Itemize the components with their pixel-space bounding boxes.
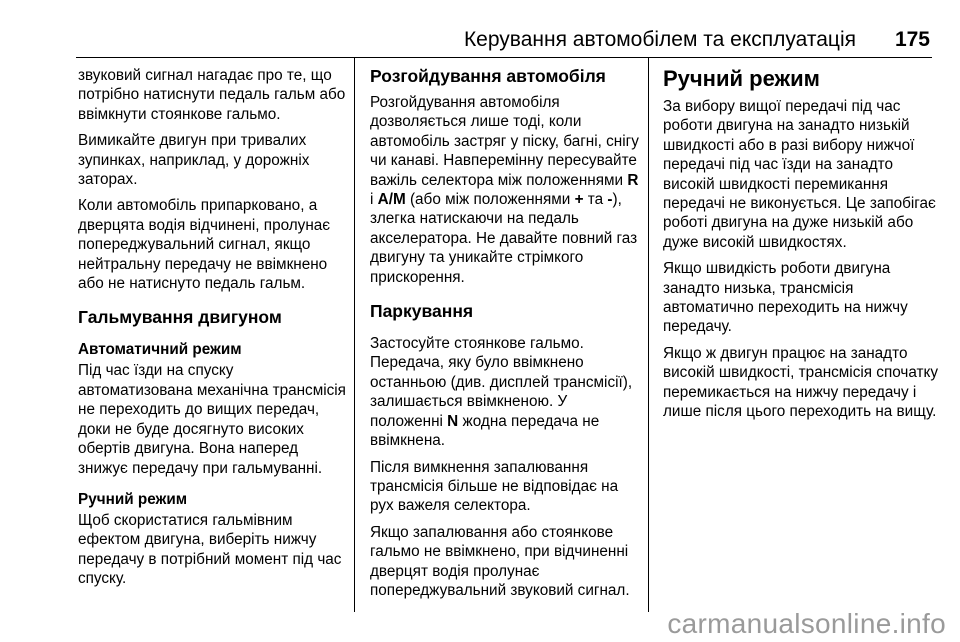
paragraph: Якщо запалювання або стоянкове гальмо не ввімкнено, при відчиненні дверцят водія пролунає попереджувальний звуковий сигнал. bbox=[370, 523, 630, 599]
selector-symbol-plus: + bbox=[574, 191, 584, 209]
selector-symbol-n: N bbox=[447, 412, 459, 430]
page-number: 175 bbox=[894, 28, 930, 51]
paragraph: Під час їзди на спуску автоматизована механічна трансмісія не переходить до вищих передач, доки не буде досягнуто високих обертів двигуна. Вона наперед знижує передачу при гальмуванні. bbox=[78, 362, 346, 477]
paragraph: Якщо ж двигун працює на занадто високій швидкості, трансмісія спочатку перемикається на нижчу передачу і лише після цього переходить на вищу. bbox=[663, 344, 939, 421]
column-divider bbox=[648, 58, 649, 612]
paragraph: Після вимкнення запалювання трансмісія більше не відповідає на рух важеля селектора. bbox=[370, 458, 619, 515]
paragraph: Вимикайте двигун при тривалих зупинках, наприклад, у дорожніх заторах. bbox=[78, 132, 310, 189]
paragraph: звуковий сигнал нагадає про те, що потрібно натиснути педаль гальм або ввімкнути стоянкове гальмо. bbox=[78, 67, 346, 123]
section-heading-engine-braking: Гальмування двигуном bbox=[78, 307, 282, 328]
section-heading-parking: Паркування bbox=[370, 301, 474, 322]
selector-symbol-r: R bbox=[627, 171, 639, 189]
text-run: Розгойдування автомобіля дозволяється лише тоді, коли автомобіль застряг у піску, багні, снігу чи канаві. Навперемінну пересувайте важіль селектора між положеннями bbox=[370, 94, 639, 189]
section-heading-manual-mode: Ручний режим bbox=[663, 66, 820, 91]
paragraph: Щоб скористатися гальмівним ефектом двигуна, виберіть нижчу передачу в потрібний момент під час спуску. bbox=[78, 511, 342, 588]
selector-symbol-minus: - bbox=[607, 191, 613, 209]
paragraph bbox=[370, 93, 642, 287]
selector-symbol-am: A/M bbox=[377, 191, 406, 209]
paragraph: Коли автомобіль припарковано, а дверцята водія відчинені, пролунає попереджувальний сигнал, якщо нейтральну передачу не ввімкнено або не натиснуто педаль гальм. bbox=[78, 197, 331, 293]
text-run: ), злегка натискаючи на педаль акселератора. Не давайте повний газ двигуну та уникайте стрімкого прискорення. bbox=[370, 191, 638, 286]
text-run: Застосуйте стоянкове гальмо. Передача, яку було ввімкнено останньою (див. дисплей трансмісії), залишається ввімкненою. У положенні bbox=[370, 335, 633, 430]
paragraph bbox=[370, 334, 642, 450]
section-heading-rocking: Розгойдування автомобіля bbox=[370, 66, 606, 86]
text-run: (або між положеннями bbox=[405, 191, 575, 209]
text-run: і bbox=[370, 191, 378, 209]
text-run: жодна передача не ввімкнена. bbox=[370, 412, 600, 450]
subheading-automatic-mode: Автоматичний режим bbox=[78, 341, 242, 359]
column-left bbox=[78, 66, 348, 596]
page-header bbox=[0, 24, 960, 64]
watermark: carmanualsonline.info bbox=[667, 608, 946, 639]
column-divider bbox=[354, 58, 355, 612]
column-right bbox=[663, 66, 943, 429]
text-run: та bbox=[583, 191, 608, 209]
paragraph: Якщо швидкість роботи двигуна занадто низька, трансмісія автоматично переходить на нижчу передачу. bbox=[663, 260, 908, 336]
paragraph: За вибору вищої передачі під час роботи двигуна на занадто низькій швидкості або в разі вибору нижчої передачі під час їзди на занадто високій швидкості перемикання передачі не виконується. Це запобігає роботі двигуна на дуже низькій або дуже високій швидкостях. bbox=[663, 98, 936, 251]
subheading-manual-mode: Ручний режим bbox=[78, 490, 188, 508]
column-middle bbox=[370, 66, 642, 607]
header-title: Керування автомобілем та експлуатація bbox=[463, 28, 856, 51]
header-rule bbox=[76, 57, 932, 58]
